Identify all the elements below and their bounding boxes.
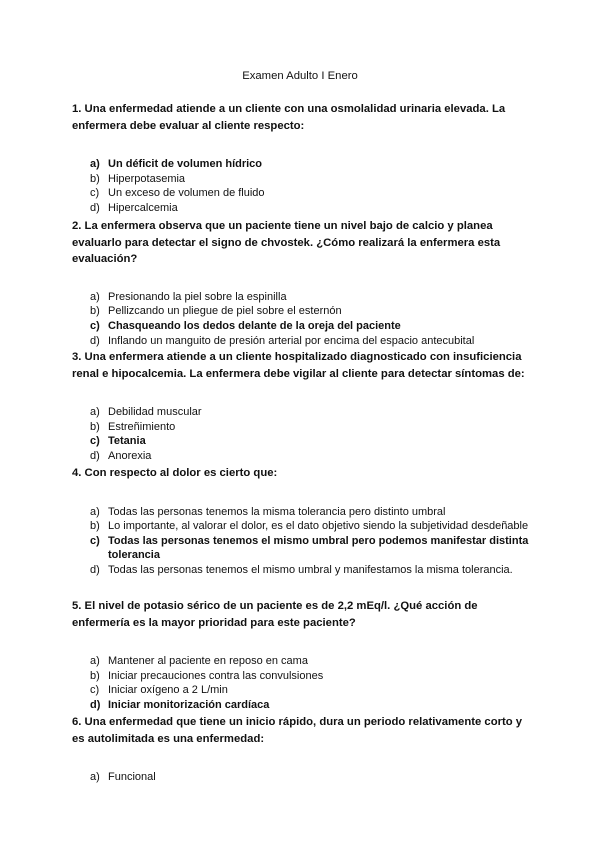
question-6	[72, 714, 532, 785]
option-b	[72, 172, 532, 187]
option-letter: b)	[90, 172, 100, 185]
option-letter: b)	[90, 305, 100, 318]
option-letter: b)	[90, 669, 100, 682]
question-2	[72, 218, 532, 348]
question-text: 2. La enfermera observa que un paciente tiene un nivel bajo de calcio y planea evaluarlo para detectar el signo de chvostek. ¿Cómo realizará la enfermera esta evaluación?	[72, 220, 501, 266]
option-text: Chasqueando los dedos delante de la oreja del paciente	[108, 319, 401, 332]
option-text: Presionando la piel sobre la espinilla	[108, 290, 287, 303]
options-list	[72, 290, 532, 348]
options-list	[72, 157, 532, 215]
option-letter: d)	[90, 334, 100, 347]
option-text: Anorexia	[108, 449, 152, 462]
option-text: Iniciar precauciones contra las convulsiones	[108, 669, 324, 682]
option-letter: c)	[90, 187, 100, 200]
option-a	[72, 770, 532, 785]
option-letter: a)	[90, 505, 100, 518]
question-text: 5. El nivel de potasio sérico de un paciente es de 2,2 mEq/l. ¿Qué acción de enfermería es la mayor prioridad para este paciente?	[72, 600, 478, 629]
option-letter: c)	[90, 684, 100, 697]
option-text: Todas las personas tenemos el mismo umbral pero podemos manifestar distinta tolerancia	[108, 534, 529, 562]
option-c	[72, 434, 532, 449]
option-text: Hipercalcemia	[108, 201, 178, 214]
option-letter: a)	[90, 655, 100, 668]
option-letter: c)	[90, 319, 100, 332]
option-d	[72, 201, 532, 216]
option-c	[72, 319, 532, 334]
option-text: Pellizcando un pliegue de piel sobre el esternón	[108, 305, 342, 318]
option-letter: d)	[90, 201, 100, 214]
options-list	[72, 405, 532, 463]
option-text: Todas las personas tenemos el mismo umbral y manifestamos la misma tolerancia.	[108, 563, 513, 576]
option-letter: d)	[90, 449, 100, 462]
option-c	[72, 186, 532, 201]
option-a	[72, 405, 532, 420]
option-text: Funcional	[108, 771, 156, 784]
option-letter: a)	[90, 771, 100, 784]
question-3	[72, 349, 532, 464]
options-list	[72, 654, 532, 712]
option-letter: a)	[90, 290, 100, 303]
option-text: Todas las personas tenemos la misma tolerancia pero distinto umbral	[108, 505, 446, 518]
option-text: Un déficit de volumen hídrico	[108, 158, 263, 171]
option-letter: c)	[90, 435, 100, 448]
option-text: Mantener al paciente en reposo en cama	[108, 655, 308, 668]
option-text: Tetania	[108, 435, 146, 448]
question-text: 6. Una enfermedad que tiene un inicio rápido, dura un periodo relativamente corto y es autolimitada es una enfermedad:	[72, 716, 523, 745]
option-letter: b)	[90, 420, 100, 433]
option-d	[72, 563, 532, 578]
question-text: 1. Una enfermedad atiende a un cliente con una osmolalidad urinaria elevada. La enfermera debe evaluar al cliente respecto:	[72, 103, 506, 132]
option-letter: a)	[90, 158, 100, 171]
option-text: Debilidad muscular	[108, 406, 202, 419]
option-text: Inflando un manguito de presión arterial por encima del espacio antecubital	[108, 334, 475, 347]
option-letter: d)	[90, 698, 101, 711]
option-a	[72, 505, 532, 520]
option-d	[72, 449, 532, 464]
option-letter: a)	[90, 406, 100, 419]
option-c	[72, 683, 532, 698]
option-c	[72, 534, 532, 563]
option-d	[72, 698, 532, 713]
option-text: Iniciar monitorización cardíaca	[108, 698, 270, 711]
options-list	[72, 770, 532, 785]
question-1	[72, 101, 532, 216]
option-b	[72, 669, 532, 684]
option-text: Estreñimiento	[108, 420, 176, 433]
option-a	[72, 290, 532, 305]
option-b	[72, 519, 532, 534]
question-5	[72, 598, 532, 713]
option-text: Lo importante, al valorar el dolor, es el dato objetivo siendo la subjetividad desdeñable	[108, 520, 529, 533]
option-b	[72, 304, 532, 319]
question-text: 3. Una enfermera atiende a un cliente hospitalizado diagnosticado con insuficiencia renal e hipocalcemia. La enfermera debe vigilar al cliente para detectar síntomas de:	[72, 351, 525, 380]
option-d	[72, 334, 532, 349]
option-letter: c)	[90, 534, 100, 547]
question-4	[72, 465, 532, 578]
option-a	[72, 654, 532, 669]
document-title: Examen Adulto I Enero	[242, 70, 358, 82]
option-letter: d)	[90, 563, 100, 576]
option-b	[72, 420, 532, 435]
options-list	[72, 505, 532, 578]
option-text: Hiperpotasemia	[108, 172, 186, 185]
question-text: 4. Con respecto al dolor es cierto que:	[72, 467, 278, 479]
option-a	[72, 157, 532, 172]
option-text: Iniciar oxígeno a 2 L/min	[108, 684, 228, 697]
option-letter: b)	[90, 520, 100, 533]
option-text: Un exceso de volumen de fluido	[108, 187, 265, 200]
